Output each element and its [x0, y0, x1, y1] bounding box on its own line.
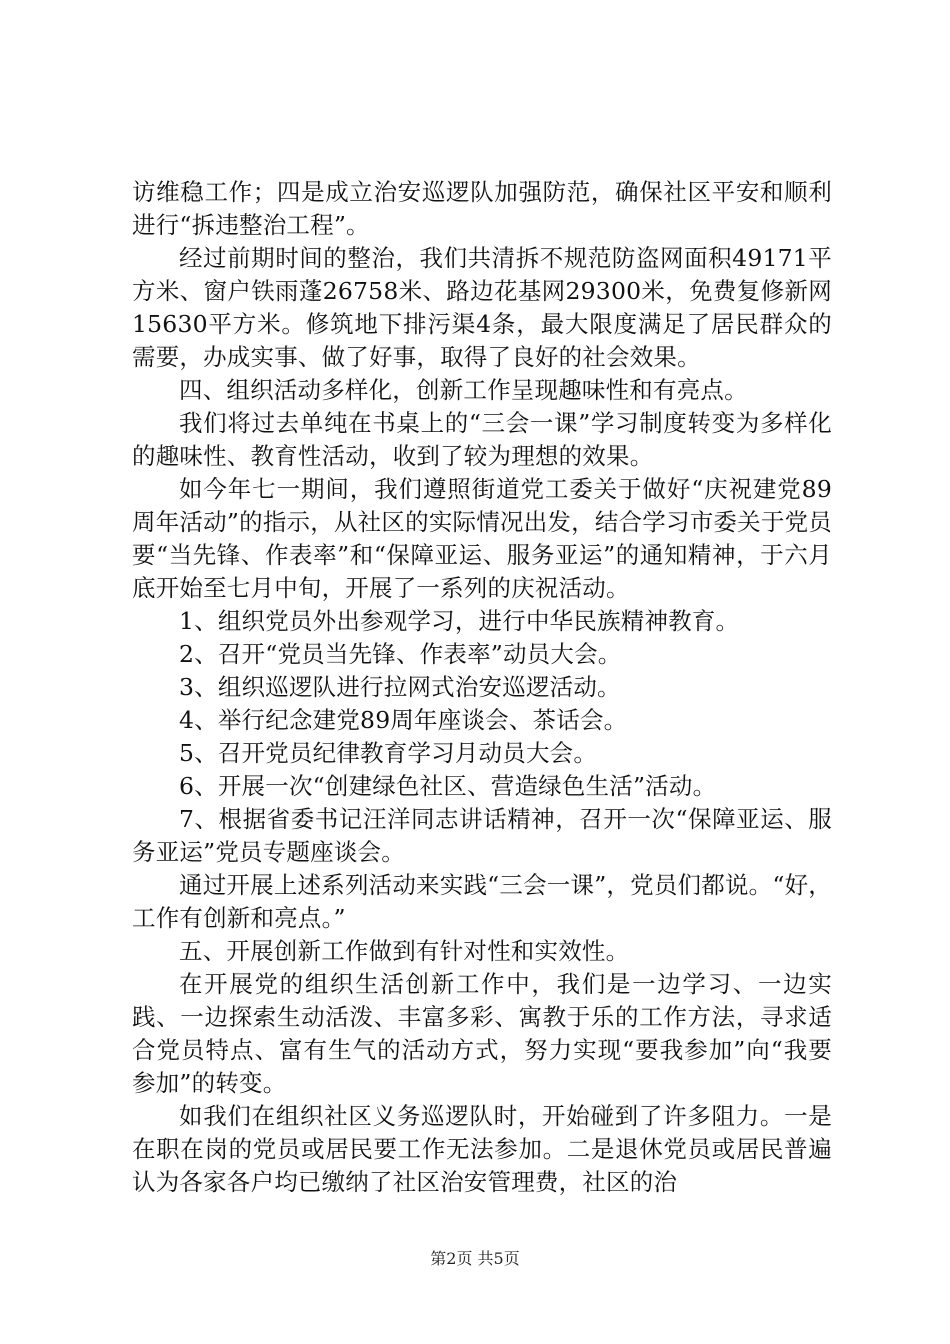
paragraph-1: 访维稳工作；四是成立治安巡逻队加强防范，确保社区平安和顺利进行“拆违整治工程”。 [132, 178, 832, 239]
list-item-6: 6、开展一次“创建绿色社区、营造绿色生活”活动。 [179, 772, 717, 800]
paragraph-6: 在开展党的组织生活创新工作中，我们是一边学习、一边实践、一边探索生动活泼、丰富多彩、寓教于乐的工作方法，寻求适合党员特点、富有生气的活动方式，努力实现“要我参加”向“我要参加”的转变。 [132, 970, 832, 1097]
page-number-label: 第2页 共5页 [430, 1249, 520, 1268]
list-item-5: 5、召开党员纪律教育学习月动员大会。 [179, 739, 598, 767]
list-item-7: 7、根据省委书记汪洋同志讲话精神，召开一次“保障亚运、服务亚运”党员专题座谈会。 [132, 805, 832, 866]
list-item-3: 3、组织巡逻队进行拉网式治安巡逻活动。 [179, 673, 621, 701]
paragraph-7: 如我们在组织社区义务巡逻队时，开始碰到了许多阻力。一是在职在岗的党员或居民要工作无法参加。二是退休党员或居民普遍认为各家各户均已缴纳了社区治安管理费，社区的治 [132, 1102, 832, 1196]
paragraph-2: 经过前期时间的整治，我们共清拆不规范防盗网面积49171平方米、窗户铁雨蓬26758米、路边花基网29300米，免费复修新网15630平方米。修筑地下排污渠4条，最大限度满足了居民群众的需要，办成实事、做了好事，取得了良好的社会效果。 [132, 244, 832, 371]
paragraph-3: 我们将过去单纯在书桌上的“三会一课”学习制度转变为多样化的趣味性、教育性活动，收到了较为理想的效果。 [132, 409, 832, 470]
list-item-4: 4、举行纪念建党89周年座谈会、茶话会。 [179, 706, 628, 734]
page-footer [0, 1249, 950, 1269]
section-heading-5: 五、开展创新工作做到有针对性和实效性。 [179, 937, 630, 965]
paragraph-5: 通过开展上述系列活动来实践“三会一课”，党员们都说。“好，工作有创新和亮点。” [132, 871, 832, 932]
list-item-1: 1、组织党员外出参观学习，进行中华民族精神教育。 [179, 607, 740, 635]
paragraph-4: 如今年七一期间，我们遵照街道党工委关于做好“庆祝建党89周年活动”的指示，从社区的实际情况出发，结合学习市委关于党员要“当先锋、作表率”和“保障亚运、服务亚运”的通知精神，于六月底开始至七月中旬，开展了一系列的庆祝活动。 [132, 475, 832, 602]
section-heading-4: 四、组织活动多样化，创新工作呈现趣味性和有亮点。 [179, 376, 748, 404]
list-item-2: 2、召开“党员当先锋、作表率”动员大会。 [179, 640, 622, 668]
document-body [132, 176, 832, 1199]
